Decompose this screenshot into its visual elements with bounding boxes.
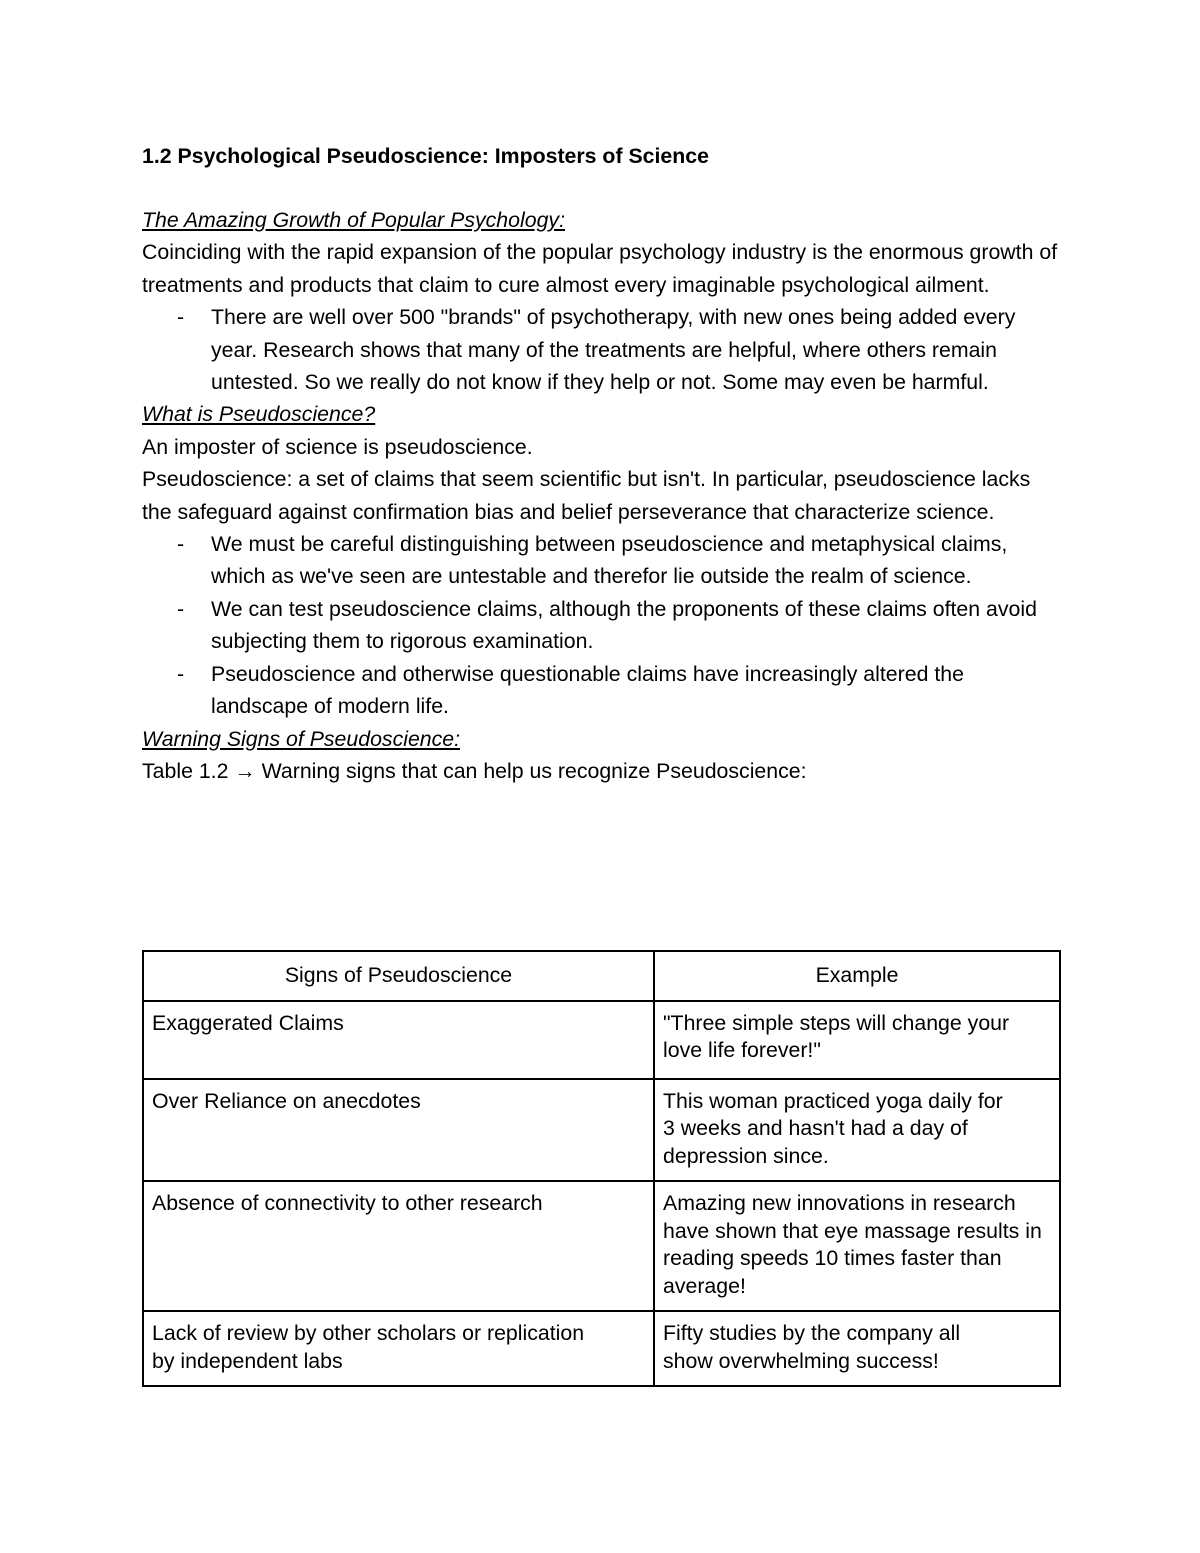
section-heading-popular-psychology: The Amazing Growth of Popular Psychology: — [142, 208, 565, 232]
table-row — [143, 1001, 1060, 1079]
document-body — [142, 204, 1062, 787]
paragraph: Table 1.2 → Warning signs that can help us recognize Pseudoscience: — [142, 758, 807, 783]
paragraph: Coinciding with the rapid expansion of the popular psychology industry is the enormous growth of treatments and products that claim to cure almost every imaginable psychological ailment. — [142, 240, 1058, 297]
column-header: Signs of Pseudoscience — [143, 951, 654, 1001]
table-row — [143, 1181, 1060, 1311]
list-item: - We can test pseudoscience claims, although the proponents of these claims often avoid subjecting them to rigorous examination. — [211, 593, 1062, 658]
paragraph: Pseudoscience: a set of claims that seem scientific but isn't. In particular, pseudoscience lacks the safeguard against confirmation bias and belief perseverance that characterize science. — [142, 467, 1031, 524]
list-item: - There are well over 500 "brands" of psychotherapy, with new ones being added every year. Research shows that many of the treatments are helpful, where others remain untested. So we really do not know if they help or not. Some may even be harmful. — [211, 301, 1062, 398]
warning-signs-table — [142, 950, 1061, 1387]
list-item: - We must be careful distinguishing between pseudoscience and metaphysical claims, which as we've seen are untestable and therefor lie outside the realm of science. — [211, 528, 1062, 593]
table-row — [143, 1311, 1060, 1386]
table-header-row — [143, 951, 1060, 1001]
dash-marker: - — [177, 532, 185, 557]
page-title: 1.2 Psychological Pseudoscience: Imposters of Science — [142, 144, 709, 168]
table-cell: Exaggerated Claims — [143, 1001, 654, 1079]
bullet-list — [142, 301, 1062, 398]
dash-marker: - — [177, 305, 185, 330]
dash-marker: - — [177, 596, 185, 621]
table-cell: Amazing new innovations in research have shown that eye massage results in reading speeds 10 times faster than average! — [654, 1181, 1060, 1311]
column-header: Example — [654, 951, 1060, 1001]
table-cell: "Three simple steps will change your love life forever!" — [654, 1001, 1060, 1079]
paragraph: An imposter of science is pseudoscience. — [142, 434, 533, 459]
list-item: - Pseudoscience and otherwise questionable claims have increasingly altered the landscape of modern life. — [211, 658, 1062, 723]
table-cell: Absence of connectivity to other research — [143, 1181, 654, 1311]
bullet-list — [142, 528, 1062, 722]
dash-marker: - — [177, 661, 185, 686]
section-heading-what-is-pseudoscience: What is Pseudoscience? — [142, 402, 376, 427]
table-cell: Fifty studies by the company all show overwhelming success! — [654, 1311, 1060, 1386]
table-cell: Lack of review by other scholars or replication by independent labs — [143, 1311, 654, 1386]
table-cell: This woman practiced yoga daily for 3 weeks and hasn't had a day of depression since. — [654, 1079, 1060, 1182]
section-heading-warning-signs: Warning Signs of Pseudoscience: — [142, 726, 461, 751]
table-cell: Over Reliance on anecdotes — [143, 1079, 654, 1182]
table-row — [143, 1079, 1060, 1182]
